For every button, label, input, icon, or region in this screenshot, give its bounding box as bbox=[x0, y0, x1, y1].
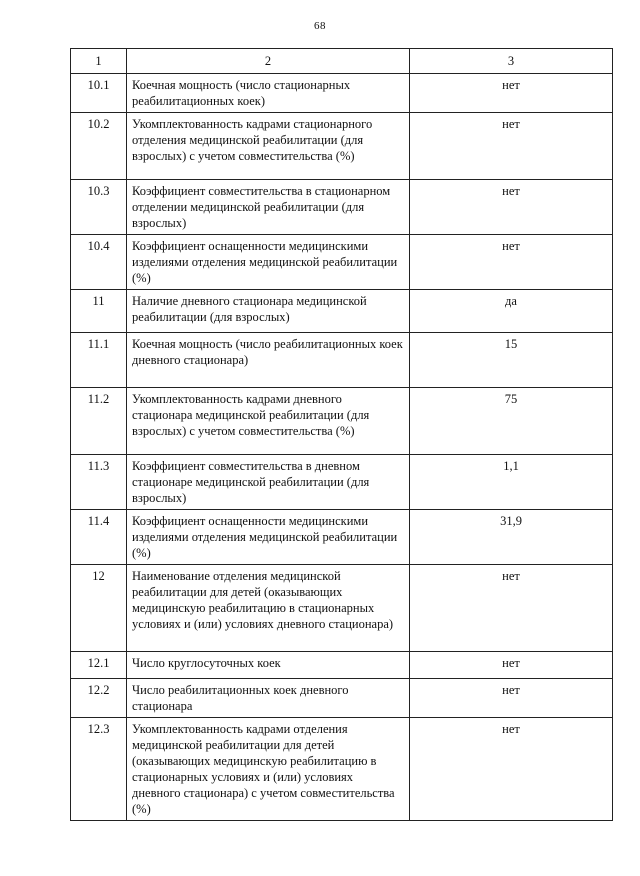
row-number: 10.3 bbox=[71, 180, 127, 235]
table-header-row bbox=[71, 49, 613, 74]
row-value: нет bbox=[410, 235, 613, 290]
row-value: нет bbox=[410, 718, 613, 821]
row-number: 11.4 bbox=[71, 510, 127, 565]
row-value: 15 bbox=[410, 333, 613, 388]
row-description: Коэффициент оснащенности медицинскими изделиями отделения медицинской реабилитации (%) bbox=[127, 235, 410, 290]
row-description: Наименование отделения медицинской реабилитации для детей (оказывающих медицинскую реабилитацию в стационарных условиях и (или) условиях дневного стационара) bbox=[127, 565, 410, 652]
row-number: 11.2 bbox=[71, 388, 127, 455]
row-description: Число реабилитационных коек дневного стационара bbox=[127, 679, 410, 718]
row-number: 12.3 bbox=[71, 718, 127, 821]
column-header-2: 2 bbox=[127, 49, 410, 74]
row-description: Коечная мощность (число стационарных реабилитационных коек) bbox=[127, 74, 410, 113]
row-value: нет bbox=[410, 679, 613, 718]
row-value: нет bbox=[410, 113, 613, 180]
table-row bbox=[71, 290, 613, 333]
row-value: нет bbox=[410, 180, 613, 235]
row-number: 10.4 bbox=[71, 235, 127, 290]
row-value: 31,9 bbox=[410, 510, 613, 565]
column-header-1: 1 bbox=[71, 49, 127, 74]
table-row bbox=[71, 74, 613, 113]
row-value: нет bbox=[410, 74, 613, 113]
row-description: Коэффициент совместительства в дневном стационаре медицинской реабилитации (для взрослых) bbox=[127, 455, 410, 510]
row-description: Укомплектованность кадрами отделения медицинской реабилитации для детей (оказывающих медицинскую реабилитацию в стационарных условиях и (или) условиях дневного стационара) с учетом совместительства (%) bbox=[127, 718, 410, 821]
row-description: Наличие дневного стационара медицинской реабилитации (для взрослых) bbox=[127, 290, 410, 333]
row-number: 11.1 bbox=[71, 333, 127, 388]
table-row bbox=[71, 235, 613, 290]
table-row bbox=[71, 652, 613, 679]
row-description: Укомплектованность кадрами дневного стационара медицинской реабилитации (для взрослых) с учетом совместительства (%) bbox=[127, 388, 410, 455]
table-row bbox=[71, 718, 613, 821]
row-description: Коечная мощность (число реабилитационных коек дневного стационара) bbox=[127, 333, 410, 388]
table-row bbox=[71, 565, 613, 652]
row-number: 12.2 bbox=[71, 679, 127, 718]
row-description: Коэффициент совместительства в стационарном отделении медицинской реабилитации (для взрослых) bbox=[127, 180, 410, 235]
page-number: 68 bbox=[314, 20, 326, 32]
data-table bbox=[70, 48, 613, 821]
table-row bbox=[71, 333, 613, 388]
table-row bbox=[71, 679, 613, 718]
row-value: 1,1 bbox=[410, 455, 613, 510]
row-value: нет bbox=[410, 565, 613, 652]
row-description: Число круглосуточных коек bbox=[127, 652, 410, 679]
table-row bbox=[71, 388, 613, 455]
row-value: да bbox=[410, 290, 613, 333]
row-value: 75 bbox=[410, 388, 613, 455]
row-number: 11.3 bbox=[71, 455, 127, 510]
row-value: нет bbox=[410, 652, 613, 679]
table-row bbox=[71, 455, 613, 510]
table-row bbox=[71, 510, 613, 565]
row-description: Коэффициент оснащенности медицинскими изделиями отделения медицинской реабилитации (%) bbox=[127, 510, 410, 565]
row-number: 10.2 bbox=[71, 113, 127, 180]
column-header-3: 3 bbox=[410, 49, 613, 74]
row-number: 12 bbox=[71, 565, 127, 652]
row-number: 10.1 bbox=[71, 74, 127, 113]
table-row bbox=[71, 113, 613, 180]
row-description: Укомплектованность кадрами стационарного отделения медицинской реабилитации (для взрослых) с учетом совместительства (%) bbox=[127, 113, 410, 180]
row-number: 12.1 bbox=[71, 652, 127, 679]
table-row bbox=[71, 180, 613, 235]
row-number: 11 bbox=[71, 290, 127, 333]
